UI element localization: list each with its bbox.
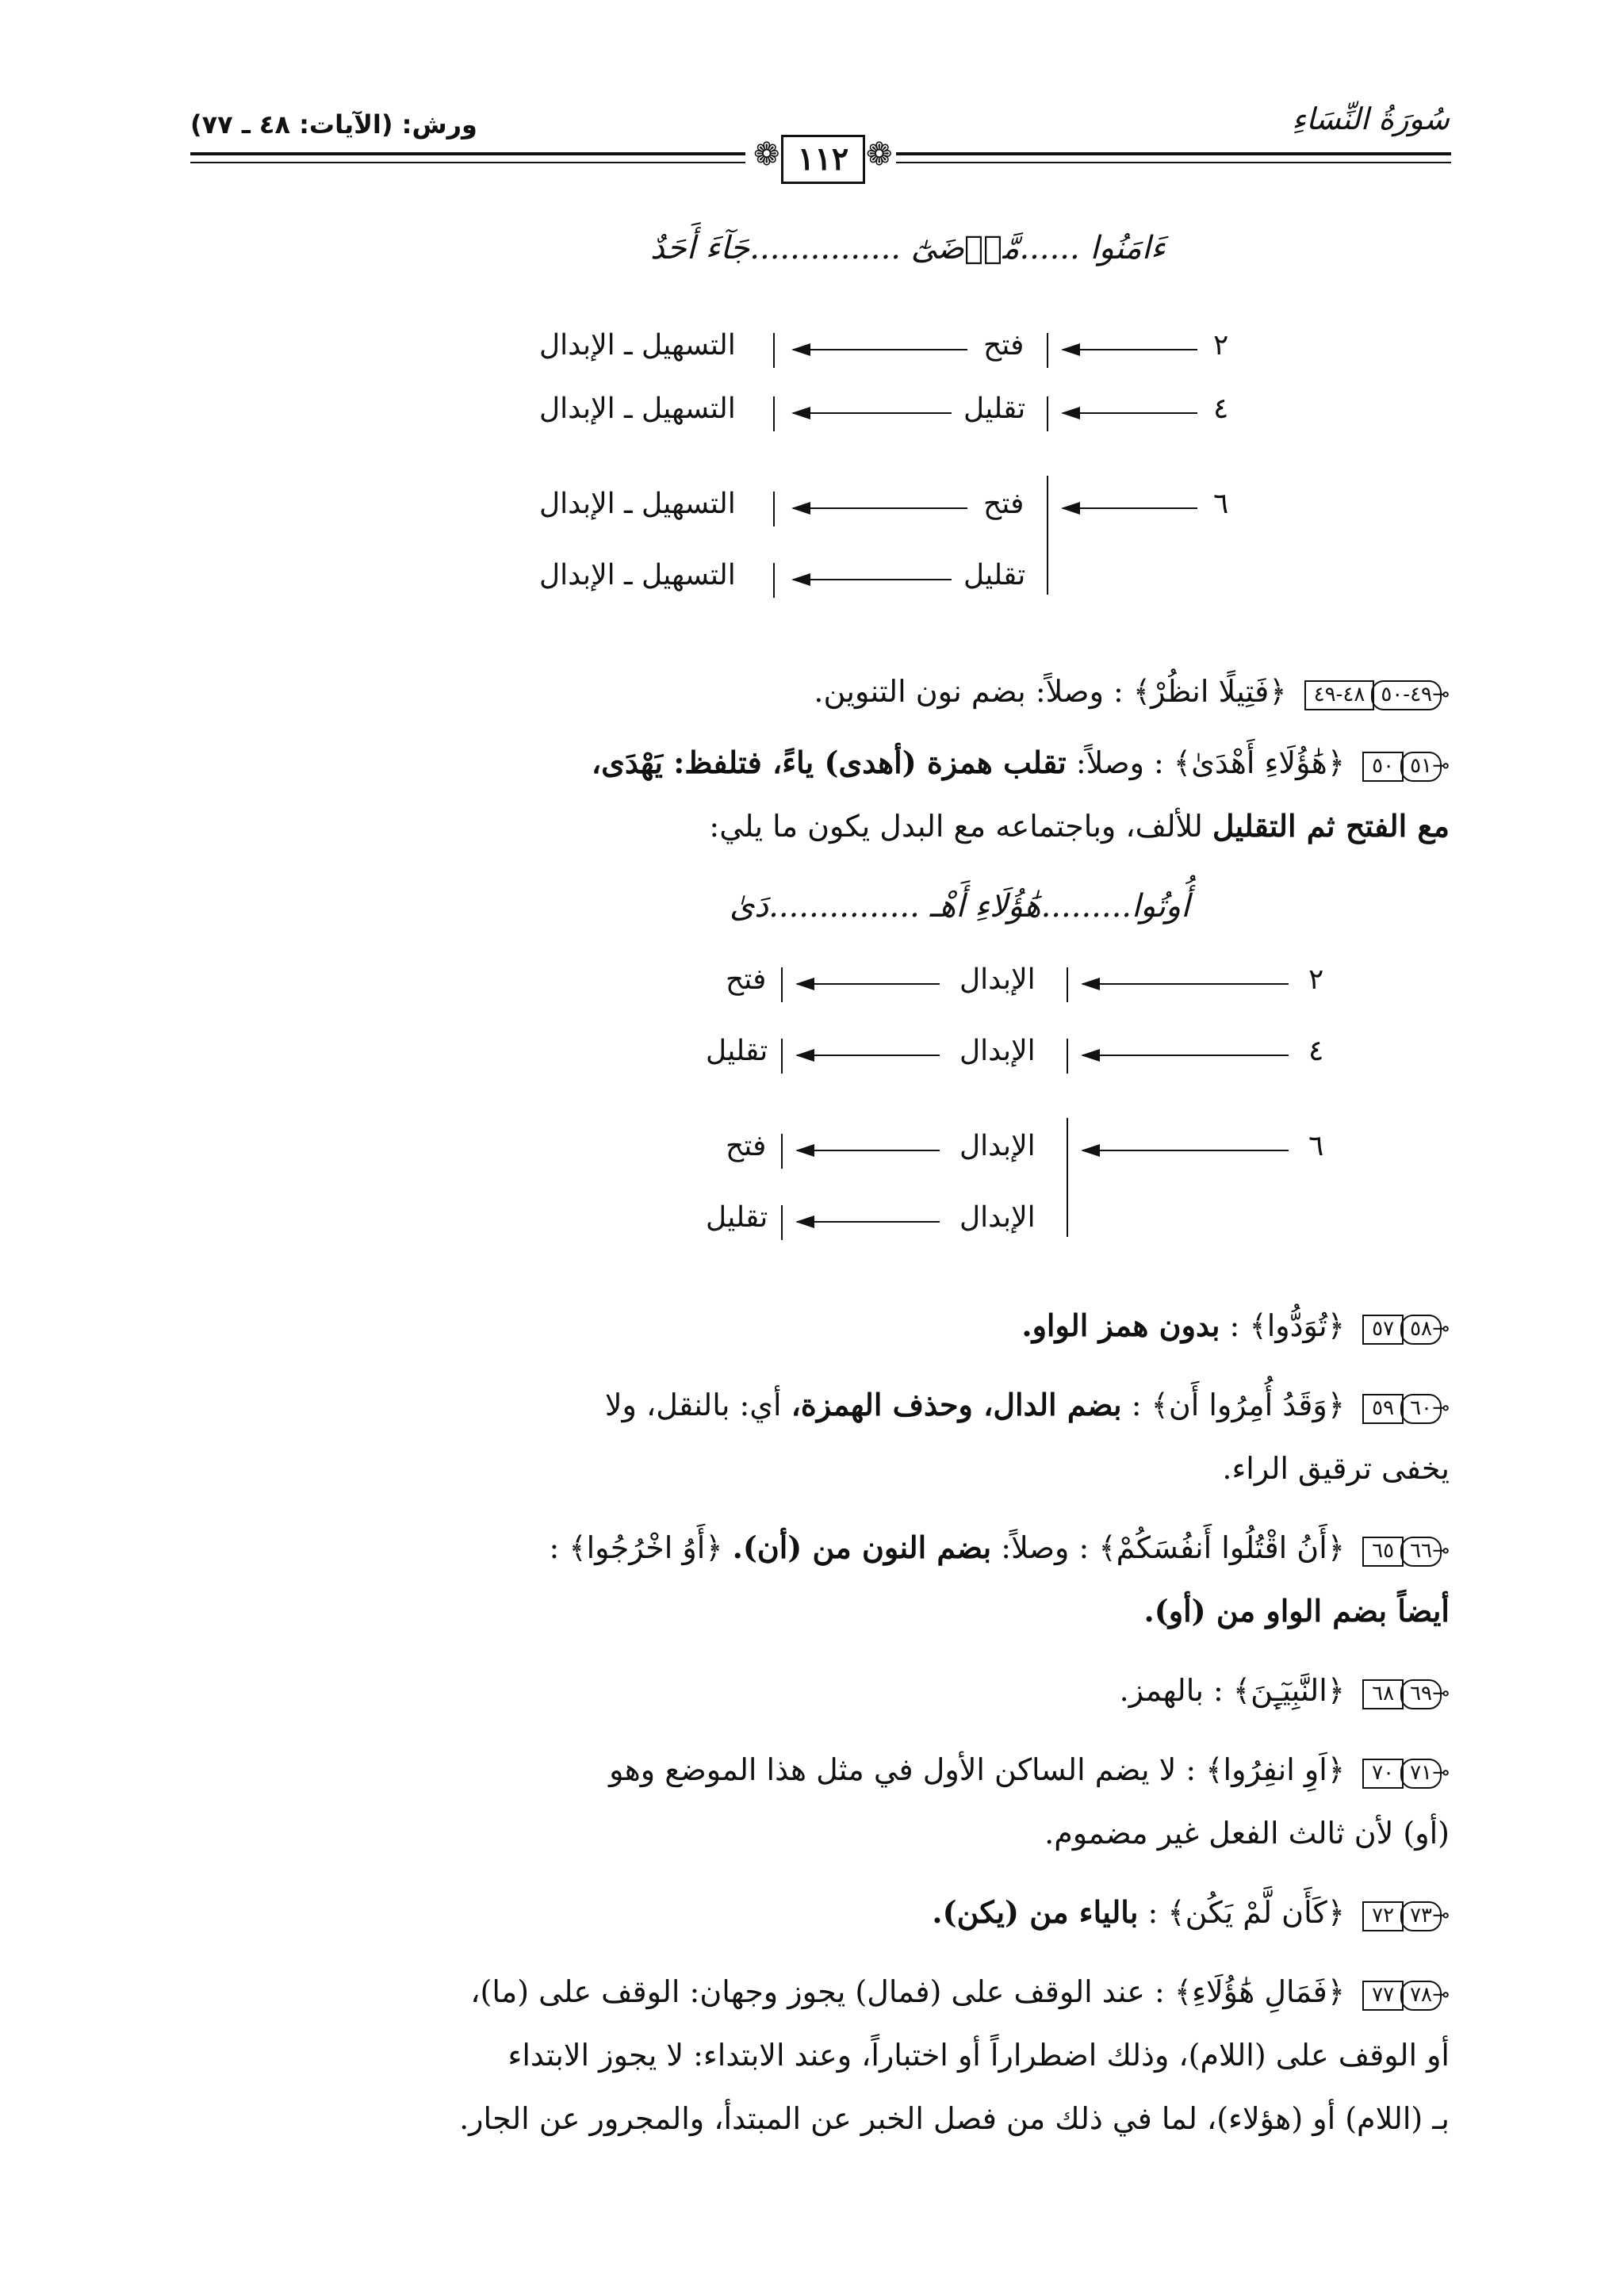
paragraph-text: : لا يضم الساكن الأول في مثل هذا الموضع وهو bbox=[609, 1752, 1197, 1787]
diagram2-row-mid: الإبدال bbox=[959, 963, 1036, 996]
diagram2-arrow bbox=[1082, 983, 1289, 985]
verse-tag: ⊸٧٨٧٧ bbox=[1362, 1970, 1450, 2020]
paragraph-bold: بالياء من (يكن). bbox=[932, 1894, 1139, 1930]
diagram1-bracket bbox=[773, 333, 775, 368]
paragraph-2-cont bbox=[159, 801, 1450, 852]
diagram1-row-num: ٤ bbox=[1213, 392, 1229, 425]
verse-tag: ⊸٦٩٦٨ bbox=[1362, 1668, 1450, 1719]
paragraph-4-cont bbox=[159, 1443, 1450, 1494]
diagram2-bracket bbox=[781, 1039, 783, 1074]
quran-quote: ﴿هَٰؤُلَاءِ أَهْدَىٰ﴾ bbox=[1173, 745, 1346, 780]
quran-quote: ﴿كَأَن لَّمْ يَكُن﴾ bbox=[1167, 1895, 1346, 1930]
diagram1-bracket-tall bbox=[1047, 476, 1048, 595]
paragraph-7-cont bbox=[159, 1808, 1450, 1859]
diagram1-arrow bbox=[1063, 412, 1197, 414]
diagram2-arrow bbox=[797, 1055, 940, 1056]
diagram2-row-mid: الإبدال bbox=[959, 1130, 1036, 1162]
verse-tag: ⊸٦٠٥٩ bbox=[1362, 1383, 1450, 1434]
verse-tag: ⊸٦٦٦٥ bbox=[1362, 1525, 1450, 1576]
diagram2-bracket bbox=[1067, 1039, 1068, 1074]
diagram2-row-num: ٢ bbox=[1308, 963, 1324, 996]
paragraph-5 bbox=[159, 1522, 1450, 1576]
paragraph-text: يخفى ترقيق الراء. bbox=[1222, 1451, 1450, 1486]
paragraph-7 bbox=[159, 1744, 1450, 1798]
diagram1-arrow bbox=[1063, 349, 1197, 350]
diagram2-row-end: فتح bbox=[726, 1130, 767, 1162]
diagram2-arrow bbox=[1082, 1150, 1289, 1151]
header-rule-right-thin bbox=[896, 162, 1451, 163]
diagram1-row-num: ٦ bbox=[1213, 488, 1229, 520]
paragraph-6 bbox=[159, 1665, 1450, 1719]
diagram2-bracket bbox=[781, 1205, 783, 1240]
diagram1-row-num: ٢ bbox=[1213, 329, 1229, 362]
paragraph-text: : bbox=[1220, 1308, 1240, 1343]
diagram2-arrow bbox=[1082, 1055, 1289, 1056]
paragraph-5-cont bbox=[159, 1586, 1450, 1636]
paragraph-bold: بدون همز الواو. bbox=[1021, 1307, 1220, 1343]
ornament-left-icon: ❁ bbox=[753, 136, 780, 173]
verse-tag: ⊸٥٨٥٧ bbox=[1362, 1303, 1450, 1354]
paragraph-bold: مع الفتح ثم التقليل bbox=[1212, 808, 1450, 844]
diagram2-row-end: فتح bbox=[726, 963, 767, 996]
diagram1-row-mid: تقليل bbox=[963, 559, 1026, 591]
diagram1-bracket bbox=[1047, 333, 1048, 368]
paragraph-9-cont2 bbox=[159, 2093, 1450, 2144]
quran-quote: ﴿اَوِ انفِرُوا﴾ bbox=[1205, 1752, 1346, 1787]
diagram1-arrow bbox=[793, 507, 967, 509]
diagram2-row-num: ٦ bbox=[1308, 1130, 1324, 1162]
paragraph-text: : بالهمز. bbox=[1119, 1673, 1224, 1708]
diagram1-row-mid: تقليل bbox=[963, 392, 1026, 425]
paragraph-8 bbox=[159, 1887, 1450, 1941]
diagram1-row-end: التسهيل ـ الإبدال bbox=[539, 488, 736, 520]
paragraph-text: : عند الوقف على (فمال) يجوز وجهان: الوقف على (ما)، bbox=[470, 1974, 1165, 2009]
diagram1-row-mid: فتح bbox=[983, 329, 1025, 362]
diagram1-arrow bbox=[1063, 507, 1197, 509]
diagram1-bracket bbox=[773, 563, 775, 598]
quran-quote: ﴿أَوُ اخْرُجُوا﴾ bbox=[569, 1530, 733, 1565]
diagram1-row-mid: فتح bbox=[983, 488, 1025, 520]
diagram2-header: أُوتُوا.........هَٰؤُلَاءِ أَهْـ ...............دَىٰ bbox=[730, 888, 1190, 924]
page-number: ١١٢ bbox=[781, 135, 865, 184]
paragraph-text: أو الوقف على (اللام)، وذلك اضطراراً أو اختباراً، وعند الابتداء: لا يجوز الابتداء bbox=[508, 2038, 1450, 2073]
header-rule-left bbox=[190, 152, 745, 155]
diagram2-row-mid: الإبدال bbox=[959, 1201, 1036, 1234]
paragraph-text: بـ (اللام) أو (هؤلاء)، لما في ذلك من فصل الخبر عن المبتدأ، والمجرور عن الجار. bbox=[459, 2101, 1450, 2136]
paragraph-text: : bbox=[1138, 1895, 1159, 1930]
paragraph-text: (أو) لأن ثالث الفعل غير مضموم. bbox=[1044, 1816, 1450, 1851]
quran-quote: ﴿تُوَدُّوا﴾ bbox=[1249, 1308, 1346, 1343]
paragraph-1 bbox=[159, 666, 1450, 720]
diagram1-arrow bbox=[793, 412, 952, 414]
diagram2-bracket bbox=[1067, 967, 1068, 1002]
diagram2-arrow bbox=[797, 1221, 940, 1223]
paragraph-text: : bbox=[1121, 1388, 1142, 1422]
paragraph-4 bbox=[159, 1380, 1450, 1434]
diagram2-row-end: تقليل bbox=[706, 1201, 768, 1234]
verse-tag: ⊸٧١٧٠ bbox=[1362, 1748, 1450, 1798]
quran-quote: ﴿أَنُ اقْتُلُوا أَنفُسَكُمْ﴾ bbox=[1098, 1530, 1346, 1565]
header-rule-right bbox=[896, 152, 1451, 155]
diagram1-bracket bbox=[773, 396, 775, 431]
diagram1-arrow bbox=[793, 579, 952, 580]
paragraph-2 bbox=[159, 737, 1450, 791]
quran-quote: ﴿وَقَدُ أُمِرُوا أَن﴾ bbox=[1151, 1388, 1346, 1422]
paragraph-text: أي: بالنقل، ولا bbox=[604, 1388, 791, 1422]
quran-quote: ﴿النَّبِيٓـِٕنَ﴾ bbox=[1232, 1673, 1346, 1708]
diagram1-header: ءَامَنُوا ......مَّرۡضَىٰٓ ...............جَآءَ أَحَدٌ bbox=[650, 230, 1166, 266]
paragraph-bold: تقلب همزة (أهدى) ياءً، فتلفظ: يَهْدَى، bbox=[591, 745, 1067, 780]
diagram2-arrow bbox=[797, 983, 940, 985]
header-surah-name: سُورَةُ النِّسَاءِ bbox=[1292, 101, 1450, 136]
diagram2-row-num: ٤ bbox=[1308, 1035, 1324, 1067]
paragraph-9 bbox=[159, 1966, 1450, 2020]
diagram2-bracket bbox=[781, 1134, 783, 1169]
verse-tag: ⊸٤٩-٥٠٤٨-٤٩ bbox=[1304, 669, 1450, 720]
paragraph-text: : bbox=[549, 1530, 569, 1565]
diagram1-bracket bbox=[773, 492, 775, 526]
quran-quote: ﴿فَمَالِ هَٰؤُلَاءِ﴾ bbox=[1174, 1974, 1346, 2009]
paragraph-text: : وصلاً: بضم نون التنوين. bbox=[814, 674, 1124, 709]
diagram2-row-end: تقليل bbox=[706, 1035, 768, 1067]
header-verse-range: ورش: (الآيات: ٤٨ ـ ٧٧) bbox=[190, 109, 477, 140]
diagram1-bracket bbox=[1047, 396, 1048, 431]
diagram2-arrow bbox=[797, 1150, 940, 1151]
ornament-right-icon: ❁ bbox=[866, 136, 893, 173]
verse-tag: ⊸٥١٥٠ bbox=[1362, 741, 1450, 791]
paragraph-text: للألف، وباجتماعه مع البدل يكون ما يلي: bbox=[709, 809, 1212, 844]
diagram2-row-mid: الإبدال bbox=[959, 1035, 1036, 1067]
header-rule-left-thin bbox=[190, 162, 745, 163]
diagram1-row-end: التسهيل ـ الإبدال bbox=[539, 392, 736, 425]
paragraph-bold: أيضاً بضم الواو من (أو). bbox=[1143, 1593, 1450, 1629]
diagram2-bracket bbox=[781, 967, 783, 1002]
quran-quote: ﴿فَتِيلًا انظُرْ﴾ bbox=[1132, 674, 1287, 709]
paragraph-3 bbox=[159, 1300, 1450, 1354]
diagram2-bracket-tall bbox=[1067, 1118, 1068, 1237]
verse-tag: ⊸٧٣٧٢ bbox=[1362, 1890, 1450, 1941]
paragraph-bold: بضم النون من (أن). bbox=[732, 1529, 992, 1565]
diagram1-row-end: التسهيل ـ الإبدال bbox=[539, 559, 736, 591]
paragraph-text: : وصلاً: bbox=[1066, 745, 1164, 780]
paragraph-bold: بضم الدال، وحذف الهمزة، bbox=[791, 1387, 1122, 1422]
diagram1-arrow bbox=[793, 349, 967, 350]
diagram1-row-end: التسهيل ـ الإبدال bbox=[539, 329, 736, 362]
paragraph-9-cont1 bbox=[159, 2030, 1450, 2081]
paragraph-text: : وصلاً: bbox=[991, 1530, 1090, 1565]
